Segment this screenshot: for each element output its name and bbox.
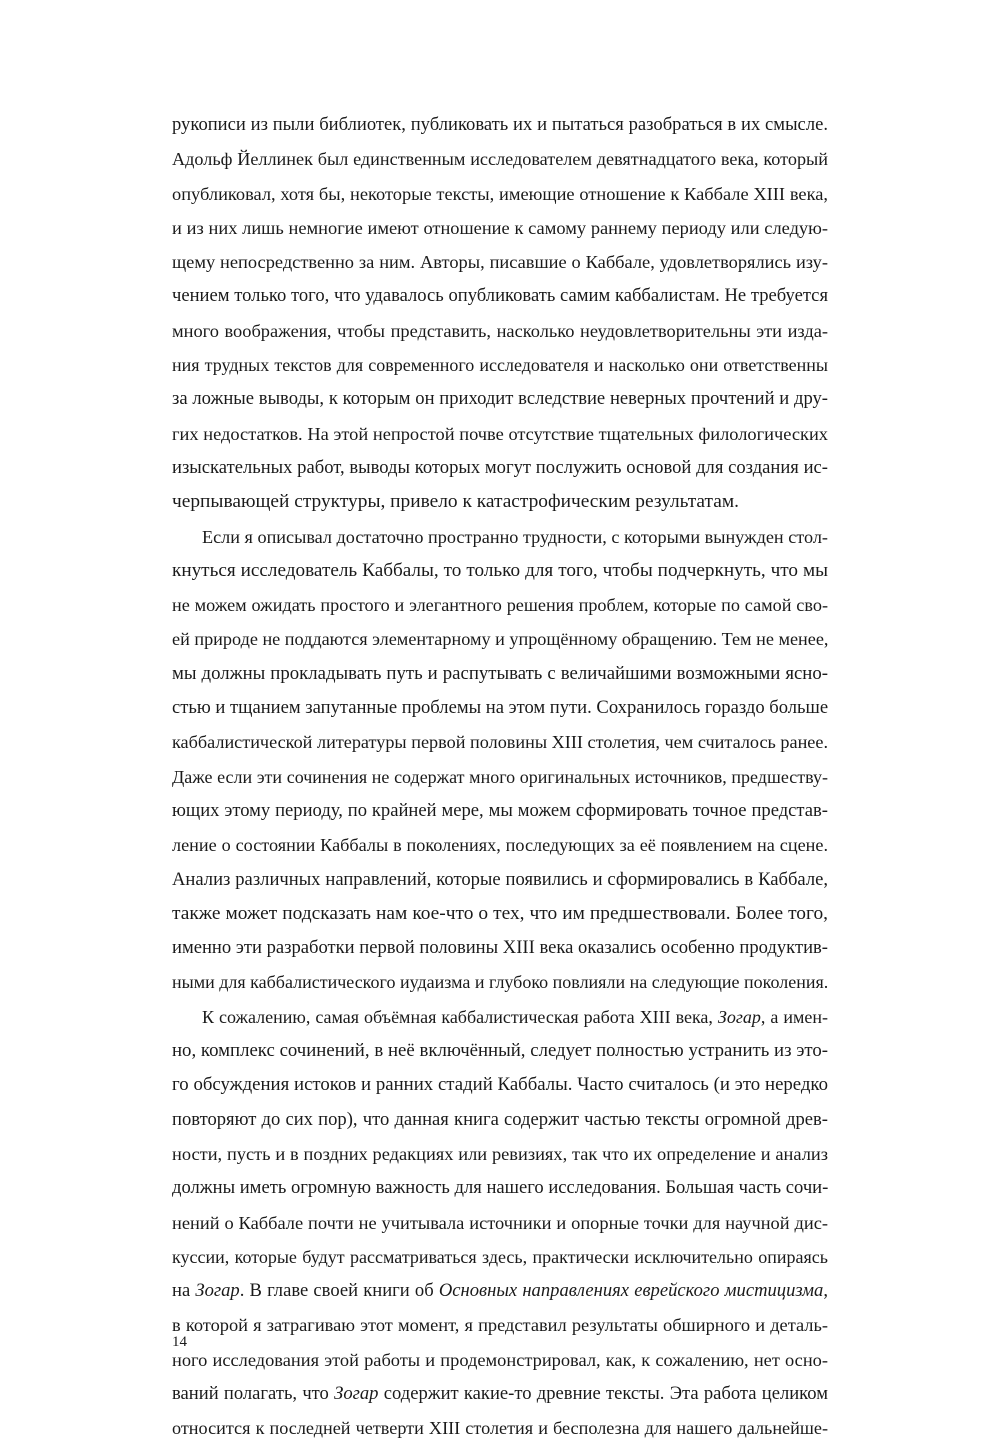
text-segment: ваний полагать, что bbox=[172, 1382, 335, 1404]
text-segment: гих недостатков. На этой непростой почве отсутствие тщательных филологических bbox=[172, 423, 828, 444]
text-segment: не можем ожидать простого и элегантного решения проблем, которые по самой сво- bbox=[172, 595, 828, 616]
text-line bbox=[172, 760, 828, 794]
text-segment: должны иметь огромную важность для нашего исследования. Большая часть сочи- bbox=[172, 1177, 829, 1199]
text-segment: ния трудных текстов для современного исследователя и насколько они ответственны bbox=[172, 355, 828, 376]
text-segment: ного исследования этой работы и продемонстрировал, как, к сожалению, нет осно- bbox=[172, 1349, 828, 1370]
text-segment: ности, пусть и в поздних редакциях или ревизиях, так что их определение и анализ bbox=[172, 1143, 828, 1164]
text-segment: опубликовал, хотя бы, некоторые тексты, имеющие отношение к Каббале XIII века, bbox=[172, 183, 828, 204]
text-line bbox=[172, 245, 828, 279]
text-line bbox=[172, 1137, 828, 1171]
text-line bbox=[172, 1274, 828, 1308]
text-segment: чением только того, что удавалось опубликовать самим каббалистам. Не требуется bbox=[172, 285, 828, 307]
text-segment: ей природе не поддаются элементарному и упрощённому обращению. Тем не менее, bbox=[172, 629, 829, 650]
text-segment: и из них лишь немногие имеют отношение к самому раннему периоду или следую- bbox=[172, 217, 828, 238]
text-segment: стью и тщанием запутанные проблемы на этом пути. Сохранилось гораздо больше bbox=[172, 697, 829, 719]
text-segment: . В главе своей книги об bbox=[239, 1280, 439, 1302]
text-line bbox=[172, 279, 828, 313]
text-line bbox=[172, 897, 828, 931]
text-line bbox=[172, 1103, 828, 1137]
text-segment: за ложные выводы, к которым он приходит вследствие неверных прочтений и дру- bbox=[172, 388, 828, 410]
text-line bbox=[172, 177, 828, 211]
text-segment: Адольф Йеллинек был единственным исследователем девятнадцатого века, который bbox=[172, 149, 828, 170]
text-segment: мы должны прокладывать путь и распутывать с величайшими возможными ясно- bbox=[172, 662, 828, 684]
text-line bbox=[172, 622, 828, 656]
text-line bbox=[172, 1343, 828, 1377]
text-segment: кнуться исследователь Каббалы, то только для того, чтобы подчеркнуть, что мы bbox=[172, 559, 828, 581]
text-line bbox=[172, 828, 828, 862]
text-segment: го обсуждения истоков и ранних стадий Каббалы. Часто считалось (и это нередко bbox=[172, 1074, 828, 1096]
text-line bbox=[172, 211, 828, 245]
text-line bbox=[172, 382, 828, 416]
text-segment: черпывающей структуры, привело к катастрофическим результатам. bbox=[172, 491, 739, 513]
text-segment: изыскательных работ, выводы которых могут послужить основой для создания ис- bbox=[172, 456, 828, 478]
text-segment: повторяют до сих пор), что данная книга содержит частью тексты огромной древ- bbox=[172, 1108, 828, 1130]
text-line bbox=[172, 1206, 828, 1240]
text-line bbox=[172, 1000, 828, 1034]
text-line bbox=[172, 1171, 828, 1205]
text-line bbox=[172, 314, 828, 348]
text-segment: в которой я затрагиваю этот момент, я представил результаты обширного и деталь- bbox=[172, 1315, 828, 1336]
text-line bbox=[172, 1240, 828, 1274]
text-segment: ление о состоянии Каббалы в поколениях, последующих за её появлением на сцене. bbox=[172, 835, 828, 856]
text-segment: ными для каббалистического иудаизма и глубоко повлияли на следующие поколения. bbox=[172, 972, 829, 993]
text-segment: , bbox=[823, 1280, 828, 1302]
text-segment: на bbox=[172, 1280, 196, 1302]
text-segment: К сожалению, самая объёмная каббалистическая работа XIII века, bbox=[202, 1006, 718, 1027]
text-segment: но, комплекс сочинений, в неё включённый, следует полностью устранить из это- bbox=[172, 1040, 828, 1062]
text-segment: именно эти разработки первой половины XIII века оказались особенно продуктив- bbox=[172, 937, 828, 959]
text-segment: нений о Каббале почти не учитывала источники и опорные точки для научной дис- bbox=[172, 1212, 828, 1233]
text-line bbox=[172, 1411, 828, 1445]
text-segment: ющих этому периоду, по крайней мере, мы можем сформировать точное представ- bbox=[172, 799, 828, 821]
text-segment: много воображения, чтобы представить, насколько неудовлетворительны эти изда- bbox=[172, 320, 828, 341]
text-line bbox=[172, 863, 828, 897]
italic-title: Зогар bbox=[334, 1382, 379, 1404]
text-line bbox=[172, 965, 828, 999]
text-line bbox=[172, 691, 828, 725]
text-line bbox=[172, 451, 828, 485]
text-line bbox=[172, 588, 828, 622]
text-segment: щему непосредственно за ним. Авторы, писавшие о Каббале, удовлетворялись изу- bbox=[172, 252, 828, 273]
text-line bbox=[172, 417, 828, 451]
text-segment: Даже если эти сочинения не содержат много оригинальных источников, предшеству- bbox=[172, 766, 828, 787]
text-line bbox=[172, 520, 828, 554]
text-line bbox=[172, 142, 828, 176]
text-segment: куссии, которые будут рассматриваться здесь, практически исключительно опираясь bbox=[172, 1246, 828, 1267]
text-segment: Анализ различных направлений, которые появились и сформировались в Каббале, bbox=[172, 868, 828, 890]
text-line bbox=[172, 657, 828, 691]
body-text bbox=[172, 108, 828, 1446]
text-segment: рукописи из пыли библиотек, публиковать их и пытаться разобраться в их смысле. bbox=[172, 114, 828, 135]
text-line bbox=[172, 554, 828, 588]
page-number: 14 bbox=[172, 1334, 187, 1350]
italic-title: Зогар bbox=[717, 1006, 761, 1027]
text-line bbox=[172, 108, 828, 142]
text-segment: относится к последней четверти XIII столетия и бесполезна для нашего дальнейше- bbox=[172, 1418, 828, 1439]
text-line bbox=[172, 485, 828, 519]
text-line bbox=[172, 1377, 828, 1411]
text-line bbox=[172, 348, 828, 382]
text-line bbox=[172, 1034, 828, 1068]
text-line bbox=[172, 794, 828, 828]
text-line bbox=[172, 931, 828, 965]
text-line bbox=[172, 1308, 828, 1342]
text-segment: содержит какие-то древние тексты. Эта работа целиком bbox=[378, 1382, 828, 1404]
italic-title: Основных направлениях еврейского мистицизма bbox=[438, 1280, 824, 1302]
text-segment: , а имен- bbox=[760, 1006, 828, 1027]
text-segment: также может подсказать нам кое-что о тех, что им предшествовали. Более того, bbox=[172, 902, 828, 924]
italic-title: Зогар bbox=[195, 1280, 240, 1302]
text-segment: Если я описывал достаточно пространно трудности, с которыми вынужден стол- bbox=[202, 526, 828, 547]
text-line bbox=[172, 1068, 828, 1102]
text-segment: каббалистической литературы первой половины XIII столетия, чем считалось ранее. bbox=[172, 732, 828, 753]
text-line bbox=[172, 725, 828, 759]
